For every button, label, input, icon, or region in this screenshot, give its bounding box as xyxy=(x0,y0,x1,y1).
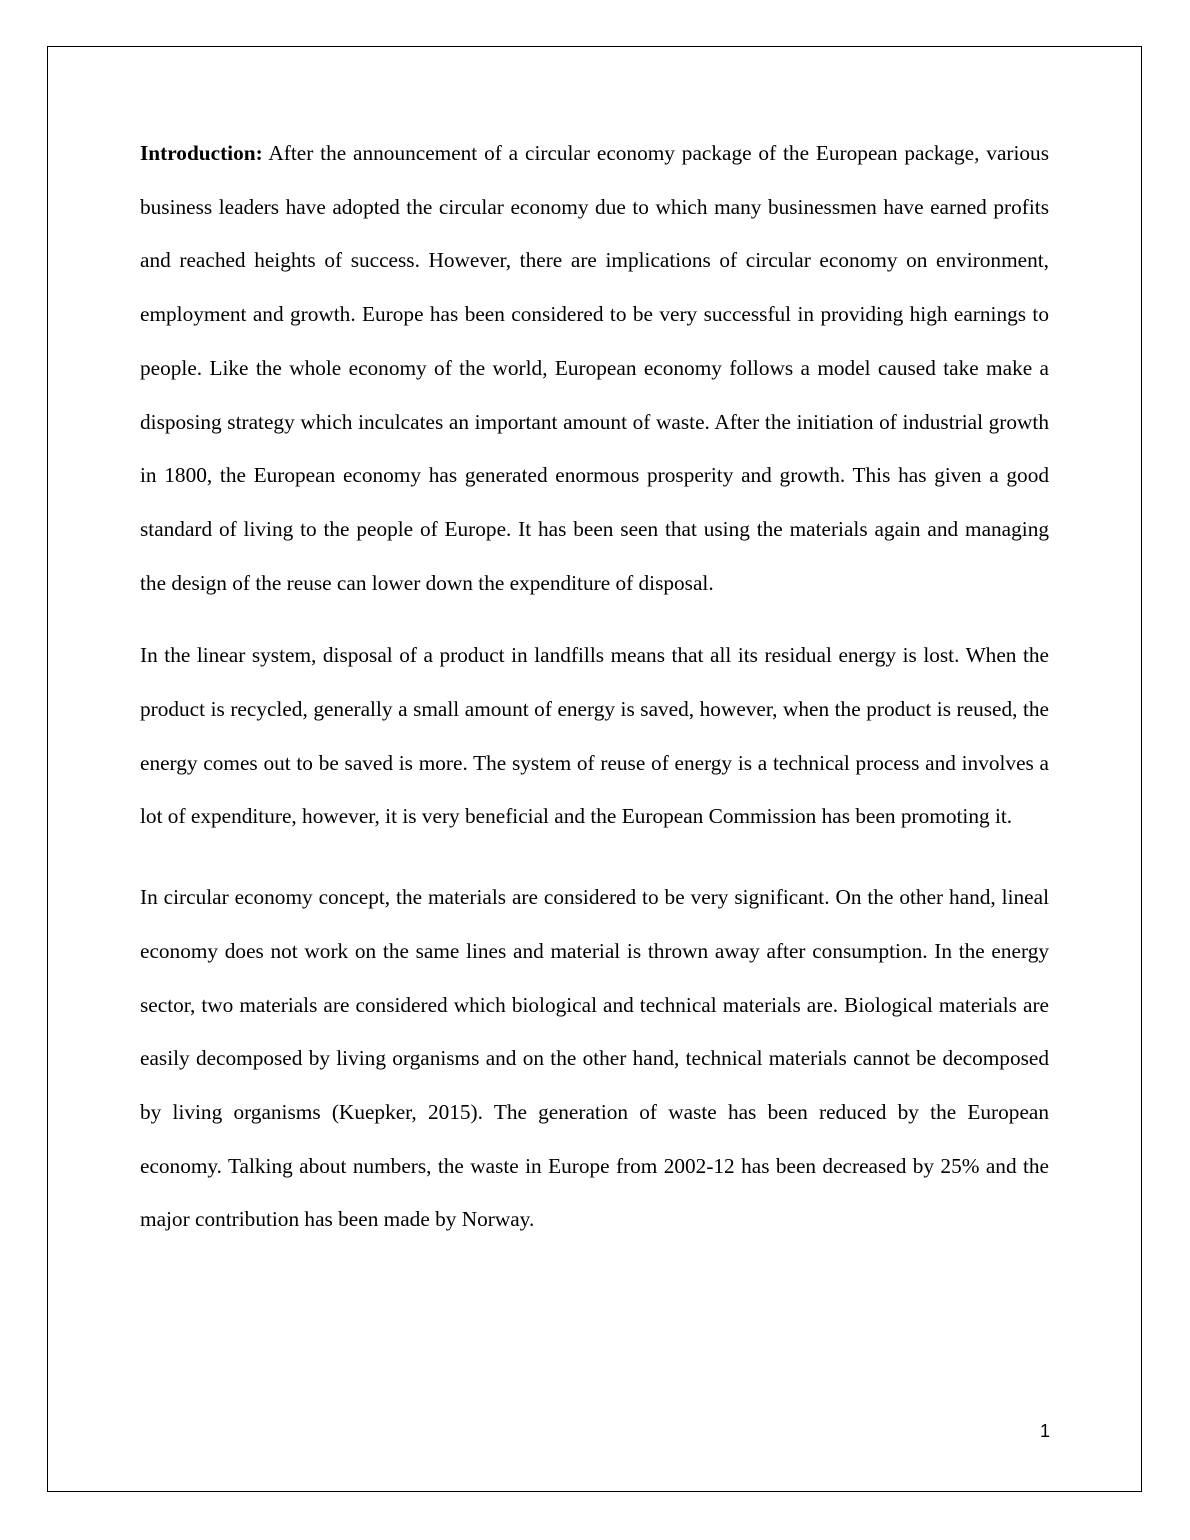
document-body xyxy=(140,127,1049,1247)
page-number: 1 xyxy=(1039,1421,1050,1441)
paragraph-linear-system: In the linear system, disposal of a product in landfills means that all its residual energy is lost. When the product is recycled, generally a small amount of energy is saved, however, when the product is reused, the energy comes out to be saved is more. The system of reuse of energy is a technical process and involves a lot of expenditure, however, it is very beneficial and the European Commission has been promoting it. xyxy=(140,643,1049,829)
paragraph-text: After the announcement of a circular economy package of the European package, various business leaders have adopted the circular economy due to which many businessmen have earned profits and reached heights of success. However, there are implications of circular economy on environment, employment and growth. Europe has been considered to be very successful in providing high earnings to people. Like the whole economy of the world, European economy follows a model caused take make a disposing strategy which inculcates an important amount of waste. After the initiation of industrial growth in 1800, the European economy has generated enormous prosperity and growth. This has given a good standard of living to the people of Europe. It has been seen that using the materials again and managing the design of the reuse can lower down the expenditure of disposal. xyxy=(140,141,1049,595)
paragraph-introduction xyxy=(140,127,1049,610)
paragraph-circular-economy: In circular economy concept, the materials are considered to be very significant. On the other hand, lineal economy does not work on the same lines and material is thrown away after consumption. In the energy sector, two materials are considered which biological and technical materials are. Biological materials are easily decomposed by living organisms and on the other hand, technical materials cannot be decomposed by living organisms (Kuepker, 2015). The generation of waste has been reduced by the European economy. Talking about numbers, the waste in Europe from 2002-12 has been decreased by 25% and the major contribution has been made by Norway. xyxy=(140,885,1049,1232)
introduction-heading: Introduction: xyxy=(140,141,263,165)
